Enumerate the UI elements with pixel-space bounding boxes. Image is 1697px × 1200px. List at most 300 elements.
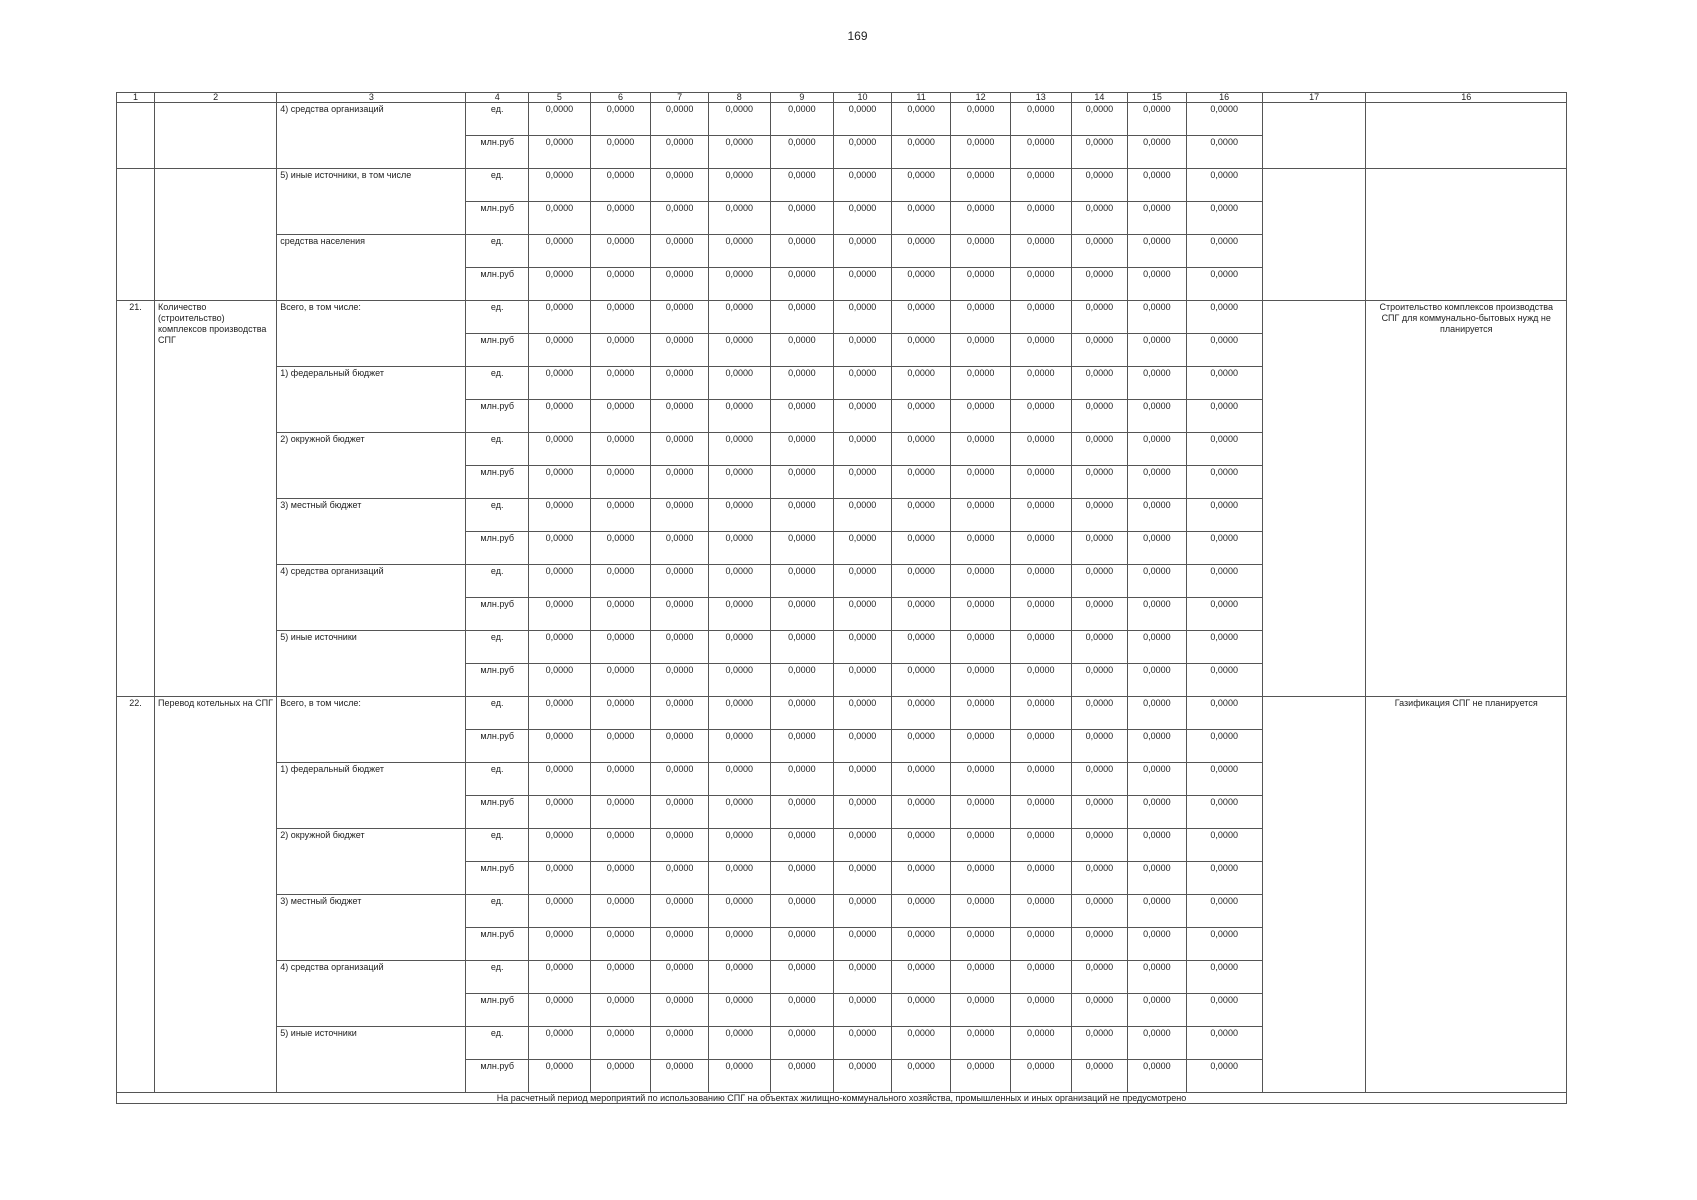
value-cell: 0,0000 (529, 136, 591, 169)
value-cell: 0,0000 (834, 433, 892, 466)
table-row (117, 169, 1567, 202)
value-cell: 0,0000 (590, 103, 651, 136)
value-cell: 0,0000 (529, 499, 591, 532)
unit-cell: ед. (466, 895, 529, 928)
funding-source: 5) иные источники, в том числе (277, 169, 466, 235)
value-cell: 0,0000 (529, 994, 591, 1027)
value-cell: 0,0000 (708, 1060, 770, 1093)
value-cell: 0,0000 (891, 103, 951, 136)
funding-source: 5) иные источники (277, 631, 466, 697)
note-cell: Строительство комплексов производства СПГ для коммунально-бытовых нужд не планируется (1366, 301, 1567, 697)
value-cell: 0,0000 (1010, 169, 1071, 202)
unit-cell: ед. (466, 565, 529, 598)
value-cell: 0,0000 (951, 994, 1011, 1027)
value-cell: 0,0000 (1010, 334, 1071, 367)
value-cell: 0,0000 (529, 829, 591, 862)
value-cell: 0,0000 (951, 697, 1011, 730)
value-cell: 0,0000 (1071, 829, 1128, 862)
value-cell: 0,0000 (590, 532, 651, 565)
value-cell: 0,0000 (1010, 268, 1071, 301)
value-cell: 0,0000 (834, 565, 892, 598)
value-cell: 0,0000 (951, 895, 1011, 928)
value-cell: 0,0000 (1071, 994, 1128, 1027)
value-cell: 0,0000 (651, 532, 709, 565)
funding-source: 3) местный бюджет (277, 895, 466, 961)
column-number-row (117, 93, 1567, 103)
value-cell: 0,0000 (1128, 433, 1187, 466)
value-cell: 0,0000 (651, 400, 709, 433)
value-cell: 0,0000 (1010, 103, 1071, 136)
column-number: 17 (1262, 93, 1366, 103)
column-number: 14 (1071, 93, 1128, 103)
value-cell: 0,0000 (1186, 235, 1262, 268)
unit-cell: ед. (466, 301, 529, 334)
value-cell: 0,0000 (770, 400, 834, 433)
value-cell: 0,0000 (891, 829, 951, 862)
unit-cell: млн.руб (466, 202, 529, 235)
row-number: 22. (117, 697, 155, 1093)
value-cell: 0,0000 (651, 697, 709, 730)
value-cell: 0,0000 (1071, 532, 1128, 565)
value-cell: 0,0000 (529, 1027, 591, 1060)
value-cell: 0,0000 (1010, 532, 1071, 565)
value-cell: 0,0000 (1010, 1027, 1071, 1060)
value-cell: 0,0000 (770, 268, 834, 301)
value-cell: 0,0000 (834, 235, 892, 268)
value-cell: 0,0000 (1071, 763, 1128, 796)
value-cell: 0,0000 (891, 598, 951, 631)
value-cell: 0,0000 (834, 136, 892, 169)
value-cell: 0,0000 (1071, 334, 1128, 367)
value-cell: 0,0000 (1186, 862, 1262, 895)
value-cell: 0,0000 (834, 334, 892, 367)
value-cell: 0,0000 (1010, 796, 1071, 829)
value-cell: 0,0000 (651, 301, 709, 334)
value-cell: 0,0000 (770, 169, 834, 202)
value-cell: 0,0000 (590, 862, 651, 895)
value-cell: 0,0000 (770, 631, 834, 664)
value-cell: 0,0000 (1071, 235, 1128, 268)
value-cell: 0,0000 (1010, 961, 1071, 994)
value-cell: 0,0000 (834, 169, 892, 202)
column-number: 1 (117, 93, 155, 103)
value-cell: 0,0000 (590, 961, 651, 994)
value-cell: 0,0000 (891, 268, 951, 301)
value-cell: 0,0000 (1186, 532, 1262, 565)
value-cell: 0,0000 (1186, 961, 1262, 994)
unit-cell: ед. (466, 169, 529, 202)
value-cell: 0,0000 (529, 466, 591, 499)
value-cell: 0,0000 (770, 730, 834, 763)
value-cell: 0,0000 (951, 961, 1011, 994)
value-cell: 0,0000 (1071, 268, 1128, 301)
value-cell: 0,0000 (529, 103, 591, 136)
value-cell: 0,0000 (651, 598, 709, 631)
value-cell: 0,0000 (770, 433, 834, 466)
funding-source: 1) федеральный бюджет (277, 763, 466, 829)
value-cell: 0,0000 (770, 466, 834, 499)
value-cell: 0,0000 (834, 961, 892, 994)
value-cell: 0,0000 (1010, 136, 1071, 169)
value-cell: 0,0000 (951, 301, 1011, 334)
value-cell: 0,0000 (651, 1027, 709, 1060)
value-cell: 0,0000 (1071, 598, 1128, 631)
value-cell: 0,0000 (1010, 862, 1071, 895)
value-cell: 0,0000 (1071, 664, 1128, 697)
value-cell: 0,0000 (590, 433, 651, 466)
value-cell: 0,0000 (834, 895, 892, 928)
value-cell: 0,0000 (1071, 1060, 1128, 1093)
page-number: 169 (847, 29, 868, 43)
value-cell: 0,0000 (708, 367, 770, 400)
value-cell: 0,0000 (770, 1060, 834, 1093)
column-number: 11 (891, 93, 951, 103)
value-cell: 0,0000 (1186, 367, 1262, 400)
value-cell: 0,0000 (834, 268, 892, 301)
value-cell: 0,0000 (891, 961, 951, 994)
value-cell: 0,0000 (951, 829, 1011, 862)
value-cell: 0,0000 (891, 796, 951, 829)
value-cell: 0,0000 (1071, 895, 1128, 928)
value-cell: 0,0000 (834, 1060, 892, 1093)
unit-cell: млн.руб (466, 1060, 529, 1093)
value-cell: 0,0000 (770, 301, 834, 334)
value-cell: 0,0000 (1010, 928, 1071, 961)
row-number (117, 169, 155, 301)
value-cell: 0,0000 (590, 202, 651, 235)
value-cell: 0,0000 (951, 169, 1011, 202)
value-cell: 0,0000 (1186, 301, 1262, 334)
unit-cell: ед. (466, 829, 529, 862)
value-cell: 0,0000 (1128, 235, 1187, 268)
value-cell: 0,0000 (708, 136, 770, 169)
value-cell: 0,0000 (1071, 433, 1128, 466)
value-cell: 0,0000 (891, 466, 951, 499)
unit-cell: млн.руб (466, 796, 529, 829)
column-number: 4 (466, 93, 529, 103)
value-cell: 0,0000 (651, 895, 709, 928)
funding-source: 4) средства организаций (277, 961, 466, 1027)
value-cell: 0,0000 (770, 598, 834, 631)
value-cell: 0,0000 (708, 994, 770, 1027)
unit-cell: млн.руб (466, 532, 529, 565)
value-cell: 0,0000 (834, 301, 892, 334)
value-cell: 0,0000 (1071, 400, 1128, 433)
value-cell: 0,0000 (891, 301, 951, 334)
value-cell: 0,0000 (590, 796, 651, 829)
value-cell: 0,0000 (1186, 895, 1262, 928)
value-cell: 0,0000 (1128, 829, 1187, 862)
value-cell: 0,0000 (1128, 862, 1187, 895)
value-cell: 0,0000 (708, 565, 770, 598)
value-cell: 0,0000 (590, 499, 651, 532)
value-cell: 0,0000 (1010, 235, 1071, 268)
value-cell: 0,0000 (590, 631, 651, 664)
value-cell: 0,0000 (651, 565, 709, 598)
value-cell: 0,0000 (651, 466, 709, 499)
value-cell: 0,0000 (529, 598, 591, 631)
value-cell: 0,0000 (651, 268, 709, 301)
column-number: 2 (155, 93, 277, 103)
value-cell: 0,0000 (770, 664, 834, 697)
value-cell: 0,0000 (1010, 895, 1071, 928)
funding-source: средства населения (277, 235, 466, 301)
funding-source: 3) местный бюджет (277, 499, 466, 565)
value-cell: 0,0000 (1071, 169, 1128, 202)
value-cell: 0,0000 (708, 895, 770, 928)
row-number: 21. (117, 301, 155, 697)
value-cell: 0,0000 (529, 1060, 591, 1093)
value-cell: 0,0000 (651, 433, 709, 466)
value-cell: 0,0000 (1128, 466, 1187, 499)
value-cell: 0,0000 (834, 730, 892, 763)
value-cell: 0,0000 (708, 1027, 770, 1060)
value-cell: 0,0000 (1186, 268, 1262, 301)
empty-column-17 (1262, 697, 1366, 1093)
value-cell: 0,0000 (708, 961, 770, 994)
value-cell: 0,0000 (590, 367, 651, 400)
value-cell: 0,0000 (834, 499, 892, 532)
value-cell: 0,0000 (529, 763, 591, 796)
table-row (117, 301, 1567, 334)
value-cell: 0,0000 (529, 367, 591, 400)
value-cell: 0,0000 (834, 829, 892, 862)
column-number: 15 (1128, 93, 1187, 103)
value-cell: 0,0000 (590, 598, 651, 631)
unit-cell: млн.руб (466, 730, 529, 763)
value-cell: 0,0000 (891, 862, 951, 895)
value-cell: 0,0000 (651, 928, 709, 961)
funding-source: 1) федеральный бюджет (277, 367, 466, 433)
value-cell: 0,0000 (708, 235, 770, 268)
value-cell: 0,0000 (1071, 565, 1128, 598)
value-cell: 0,0000 (1186, 466, 1262, 499)
value-cell: 0,0000 (891, 235, 951, 268)
value-cell: 0,0000 (529, 961, 591, 994)
column-number: 3 (277, 93, 466, 103)
value-cell: 0,0000 (529, 796, 591, 829)
value-cell: 0,0000 (1128, 664, 1187, 697)
value-cell: 0,0000 (1128, 631, 1187, 664)
value-cell: 0,0000 (590, 994, 651, 1027)
value-cell: 0,0000 (529, 928, 591, 961)
value-cell: 0,0000 (1128, 103, 1187, 136)
value-cell: 0,0000 (708, 763, 770, 796)
value-cell: 0,0000 (708, 334, 770, 367)
value-cell: 0,0000 (1128, 928, 1187, 961)
measure-name (155, 103, 277, 169)
column-number: 16 (1186, 93, 1262, 103)
value-cell: 0,0000 (708, 730, 770, 763)
value-cell: 0,0000 (951, 202, 1011, 235)
value-cell: 0,0000 (951, 103, 1011, 136)
value-cell: 0,0000 (708, 928, 770, 961)
value-cell: 0,0000 (651, 664, 709, 697)
value-cell: 0,0000 (708, 829, 770, 862)
footer-row (117, 1093, 1567, 1104)
measure-name: Перевод котельных на СПГ (155, 697, 277, 1093)
value-cell: 0,0000 (1186, 796, 1262, 829)
value-cell: 0,0000 (891, 532, 951, 565)
value-cell: 0,0000 (529, 631, 591, 664)
value-cell: 0,0000 (770, 928, 834, 961)
value-cell: 0,0000 (891, 169, 951, 202)
value-cell: 0,0000 (770, 895, 834, 928)
value-cell: 0,0000 (770, 862, 834, 895)
value-cell: 0,0000 (770, 367, 834, 400)
value-cell: 0,0000 (834, 598, 892, 631)
unit-cell: млн.руб (466, 466, 529, 499)
unit-cell: ед. (466, 499, 529, 532)
value-cell: 0,0000 (590, 136, 651, 169)
value-cell: 0,0000 (590, 829, 651, 862)
funding-source: 4) средства организаций (277, 565, 466, 631)
value-cell: 0,0000 (529, 895, 591, 928)
value-cell: 0,0000 (1071, 367, 1128, 400)
value-cell: 0,0000 (1186, 433, 1262, 466)
value-cell: 0,0000 (834, 664, 892, 697)
note-cell: Газификация СПГ не планируется (1366, 697, 1567, 1093)
funding-source: 5) иные источники (277, 1027, 466, 1093)
value-cell: 0,0000 (891, 1027, 951, 1060)
unit-cell: ед. (466, 235, 529, 268)
value-cell: 0,0000 (651, 631, 709, 664)
value-cell: 0,0000 (891, 730, 951, 763)
value-cell: 0,0000 (1128, 763, 1187, 796)
value-cell: 0,0000 (1010, 202, 1071, 235)
value-cell: 0,0000 (1010, 697, 1071, 730)
value-cell: 0,0000 (770, 235, 834, 268)
value-cell: 0,0000 (590, 697, 651, 730)
column-number: 16 (1366, 93, 1567, 103)
value-cell: 0,0000 (951, 565, 1011, 598)
value-cell: 0,0000 (1010, 631, 1071, 664)
unit-cell: ед. (466, 367, 529, 400)
value-cell: 0,0000 (891, 994, 951, 1027)
value-cell: 0,0000 (770, 103, 834, 136)
value-cell: 0,0000 (651, 730, 709, 763)
value-cell: 0,0000 (708, 631, 770, 664)
value-cell: 0,0000 (770, 763, 834, 796)
value-cell: 0,0000 (590, 565, 651, 598)
value-cell: 0,0000 (708, 268, 770, 301)
value-cell: 0,0000 (1010, 433, 1071, 466)
value-cell: 0,0000 (590, 730, 651, 763)
footer-note: На расчетный период мероприятий по использованию СПГ на объектах жилищно-коммунального хозяйства, промышленных и иных организаций не предусмотрено (117, 1093, 1567, 1104)
value-cell: 0,0000 (708, 532, 770, 565)
value-cell: 0,0000 (651, 862, 709, 895)
value-cell: 0,0000 (1010, 763, 1071, 796)
value-cell: 0,0000 (834, 532, 892, 565)
value-cell: 0,0000 (590, 169, 651, 202)
unit-cell: млн.руб (466, 136, 529, 169)
value-cell: 0,0000 (529, 301, 591, 334)
value-cell: 0,0000 (1128, 994, 1187, 1027)
value-cell: 0,0000 (1128, 334, 1187, 367)
unit-cell: млн.руб (466, 928, 529, 961)
value-cell: 0,0000 (891, 664, 951, 697)
value-cell: 0,0000 (708, 103, 770, 136)
value-cell: 0,0000 (590, 334, 651, 367)
value-cell: 0,0000 (708, 466, 770, 499)
value-cell: 0,0000 (1071, 499, 1128, 532)
table-row (117, 103, 1567, 136)
value-cell: 0,0000 (529, 697, 591, 730)
value-cell: 0,0000 (651, 334, 709, 367)
value-cell: 0,0000 (651, 202, 709, 235)
value-cell: 0,0000 (891, 697, 951, 730)
value-cell: 0,0000 (651, 961, 709, 994)
value-cell: 0,0000 (951, 631, 1011, 664)
unit-cell: ед. (466, 1027, 529, 1060)
funding-source: 2) окружной бюджет (277, 829, 466, 895)
value-cell: 0,0000 (651, 499, 709, 532)
value-cell: 0,0000 (770, 796, 834, 829)
value-cell: 0,0000 (1186, 763, 1262, 796)
value-cell: 0,0000 (1186, 664, 1262, 697)
value-cell: 0,0000 (891, 136, 951, 169)
unit-cell: ед. (466, 697, 529, 730)
value-cell: 0,0000 (529, 169, 591, 202)
value-cell: 0,0000 (951, 400, 1011, 433)
value-cell: 0,0000 (708, 433, 770, 466)
value-cell: 0,0000 (951, 532, 1011, 565)
value-cell: 0,0000 (1186, 169, 1262, 202)
value-cell: 0,0000 (1128, 730, 1187, 763)
row-number (117, 103, 155, 169)
unit-cell: ед. (466, 961, 529, 994)
value-cell: 0,0000 (708, 499, 770, 532)
value-cell: 0,0000 (1128, 565, 1187, 598)
value-cell: 0,0000 (1128, 202, 1187, 235)
unit-cell: млн.руб (466, 862, 529, 895)
value-cell: 0,0000 (1186, 1060, 1262, 1093)
funding-source: Всего, в том числе: (277, 697, 466, 763)
empty-column-17 (1262, 103, 1366, 169)
value-cell: 0,0000 (951, 268, 1011, 301)
column-number: 6 (590, 93, 651, 103)
value-cell: 0,0000 (834, 400, 892, 433)
value-cell: 0,0000 (651, 136, 709, 169)
value-cell: 0,0000 (951, 664, 1011, 697)
value-cell: 0,0000 (834, 1027, 892, 1060)
unit-cell: млн.руб (466, 400, 529, 433)
value-cell: 0,0000 (590, 1027, 651, 1060)
column-number: 13 (1010, 93, 1071, 103)
value-cell: 0,0000 (770, 334, 834, 367)
value-cell: 0,0000 (951, 367, 1011, 400)
value-cell: 0,0000 (529, 202, 591, 235)
unit-cell: млн.руб (466, 268, 529, 301)
value-cell: 0,0000 (1128, 796, 1187, 829)
value-cell: 0,0000 (951, 433, 1011, 466)
value-cell: 0,0000 (651, 1060, 709, 1093)
column-number: 10 (834, 93, 892, 103)
value-cell: 0,0000 (834, 862, 892, 895)
value-cell: 0,0000 (770, 532, 834, 565)
value-cell: 0,0000 (1010, 301, 1071, 334)
value-cell: 0,0000 (1128, 169, 1187, 202)
value-cell: 0,0000 (834, 928, 892, 961)
funding-source: 2) окружной бюджет (277, 433, 466, 499)
value-cell: 0,0000 (1128, 367, 1187, 400)
empty-column-17 (1262, 169, 1366, 301)
value-cell: 0,0000 (529, 862, 591, 895)
value-cell: 0,0000 (708, 664, 770, 697)
value-cell: 0,0000 (1186, 697, 1262, 730)
value-cell: 0,0000 (529, 334, 591, 367)
value-cell: 0,0000 (590, 235, 651, 268)
